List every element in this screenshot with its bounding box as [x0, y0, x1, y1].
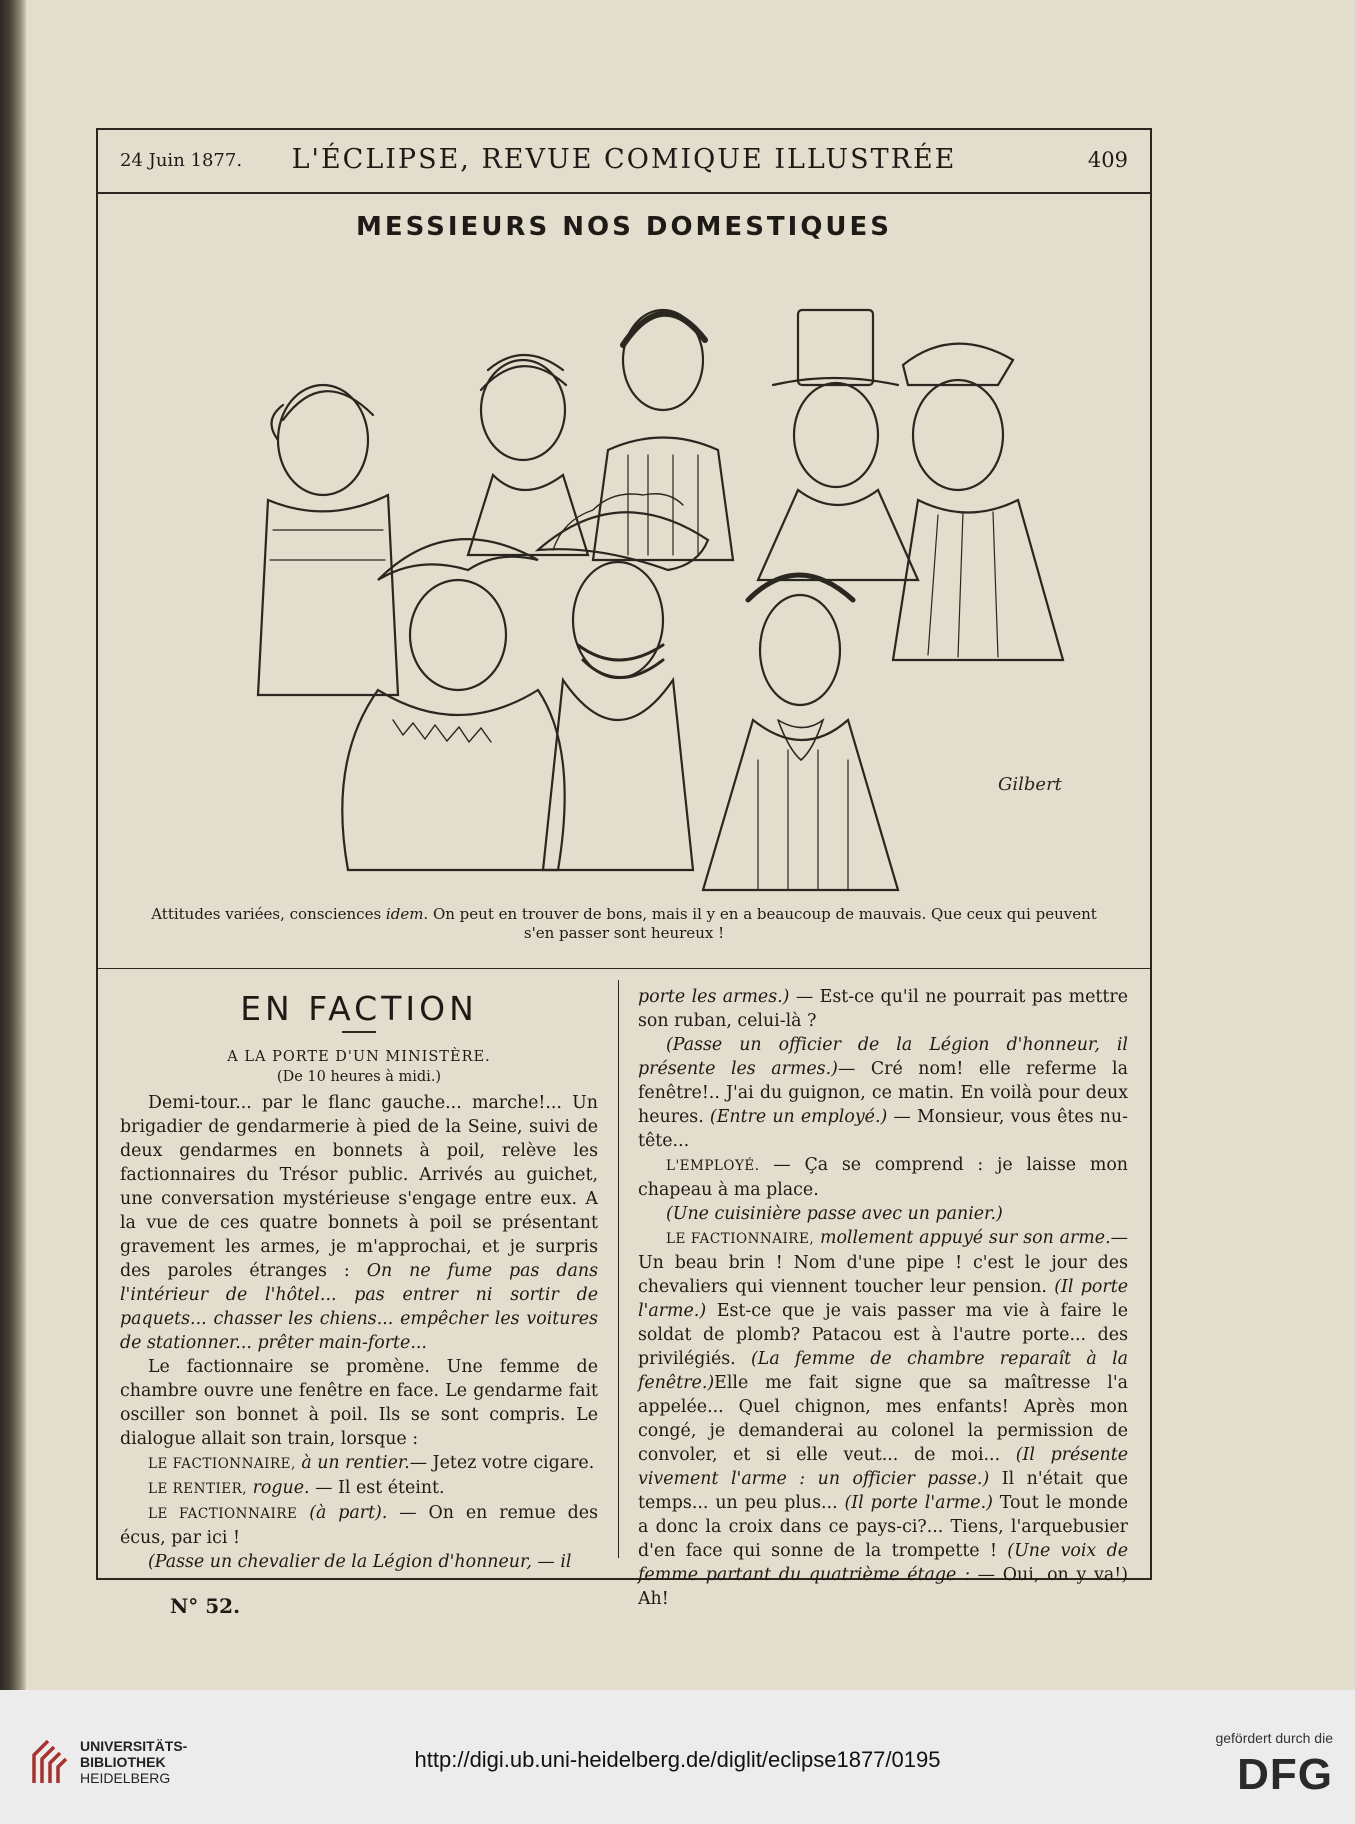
dialogue-line: LE FACTIONNAIRE (à part). — On en remue des écus, par ici !	[120, 1503, 599, 1548]
figure-kepi	[903, 344, 1013, 385]
article-right-column	[638, 985, 1128, 1611]
paragraph: Demi-tour... par le flanc gauche... marche!... Un brigadier de gendarmerie à pied de la Seine, suivi de deux gendarmes en bonnets à poil, relève les factionnaires du Trésor public. Arrivés au guichet, une conversation mystérieuse s'engage entre eux. A la vue de ces quatre bonnets à poil se présentant gravement les armes, je m'approchai, et je surpris des paroles étranges : On ne fume pas dans l'intérieur de l'hôtel... pas entrer ni sortir de paquets... chasser les chiens... empêcher les voitures de stationner... prêter main-forte...	[120, 1093, 598, 1353]
header-date: 24 Juin 1877.	[120, 150, 243, 171]
figure-cap	[748, 575, 853, 600]
issue-number: N° 52.	[170, 1594, 241, 1618]
paragraph: (Passe un officier de la Légion d'honneur, il présente les armes.)— Cré nom! elle referme la fenêtre!.. J'ai du guignon, ce matin. En voilà pour deux heures. (Entre un employé.) — Monsieur, vous êtes nu-tête...	[638, 1035, 1128, 1151]
section-divider	[98, 968, 1150, 969]
figure-coachman-head	[794, 383, 878, 487]
column-separator	[618, 980, 619, 1558]
article-left-column	[120, 985, 598, 1574]
permalink-url[interactable]: http://digi.ub.uni-heidelberg.de/diglit/eclipse1877/0195	[414, 1747, 941, 1772]
cartoon-title: MESSIEURS NOS DOMESTIQUES	[355, 212, 893, 242]
dialogue-line: LE FACTIONNAIRE, à un rentier.— Jetez votre cigare.	[148, 1453, 595, 1473]
dialogue-line: LE RENTIER, rogue. — Il est éteint.	[148, 1478, 445, 1498]
paragraph: Le factionnaire se promène. Une femme de chambre ouvre une fenêtre en face. Le gendarme fait osciller son bonnet à poil. Ils se sont compris. Le dialogue allait son train, lorsque :	[120, 1357, 598, 1449]
running-header	[98, 130, 1150, 194]
figure-tricorn	[378, 539, 538, 580]
figure-lackey-head	[278, 385, 368, 495]
figure-fur-coat	[342, 690, 564, 870]
page-number: 409	[1087, 148, 1128, 172]
university-library-name: UNIVERSITÄTS- BIBLIOTHEK HEIDELBERG	[80, 1738, 188, 1786]
book-spine	[0, 0, 26, 1690]
dfg-logo: DFG	[1237, 1750, 1333, 1799]
cartoon-caption: Attitudes variées, consciences idem. On peut en trouver de bons, mais il y en a beaucoup de mauvais. Que ceux qui peuvent s'en passer sont heureux !	[151, 905, 1097, 942]
article-time: (De 10 heures à midi.)	[276, 1069, 442, 1085]
paragraph: porte les armes.) — Est-ce qu'il ne pourrait pas mettre son ruban, celui-là ?	[638, 987, 1129, 1031]
dialogue-line: LE FACTIONNAIRE, mollement appuyé sur son arme.— Un beau brin ! Nom d'une pipe ! c'est le jour des chevaliers qui viennent toucher leur pension. (Il porte l'arme.) Est-ce que je vais passer ma vie à faire le soldat de plomb? Patacou est à l'autre porte... des privilégiés. (La femme de chambre reparaît à la fenêtre.)Elle me fait signe que sa maîtresse l'a appelée... Quel chignon, mes enfants! Après mon congé, je demanderai au colonel la permission de convoler, et si elle veut... de moi... (Il présente vivement l'arme : un officier passe.) Il n'était que temps... un peu plus... (Il porte l'arme.) Tout le monde a donc la croix dans ce pays-ci?... Tiens, l'arquebusier d'en face qui sonne de la trompette ! (Une voix de femme partant du quatrième étage : — Oui, on y va!) Ah!	[638, 1228, 1129, 1609]
artist-signature: Gilbert	[998, 774, 1062, 795]
article-subtitle: A LA PORTE D'UN MINISTÈRE.	[227, 1049, 491, 1065]
title-rule	[342, 1031, 376, 1033]
stage-direction: (Une cuisinière passe avec un panier.)	[666, 1204, 1003, 1224]
journal-title: L'ÉCLIPSE, REVUE COMIQUE ILLUSTRÉE	[291, 144, 957, 175]
viewer-footer	[0, 1690, 1355, 1824]
article-title: EN FACTION	[240, 989, 478, 1028]
dialogue-line: L'EMPLOYÉ. — Ça se comprend : je laisse mon chapeau à ma place.	[638, 1155, 1128, 1200]
figure-top-hat	[798, 310, 873, 385]
funding-label: gefördert durch die	[1215, 1730, 1333, 1746]
stage-direction: (Passe un chevalier de la Légion d'honneur, — il	[148, 1552, 572, 1572]
